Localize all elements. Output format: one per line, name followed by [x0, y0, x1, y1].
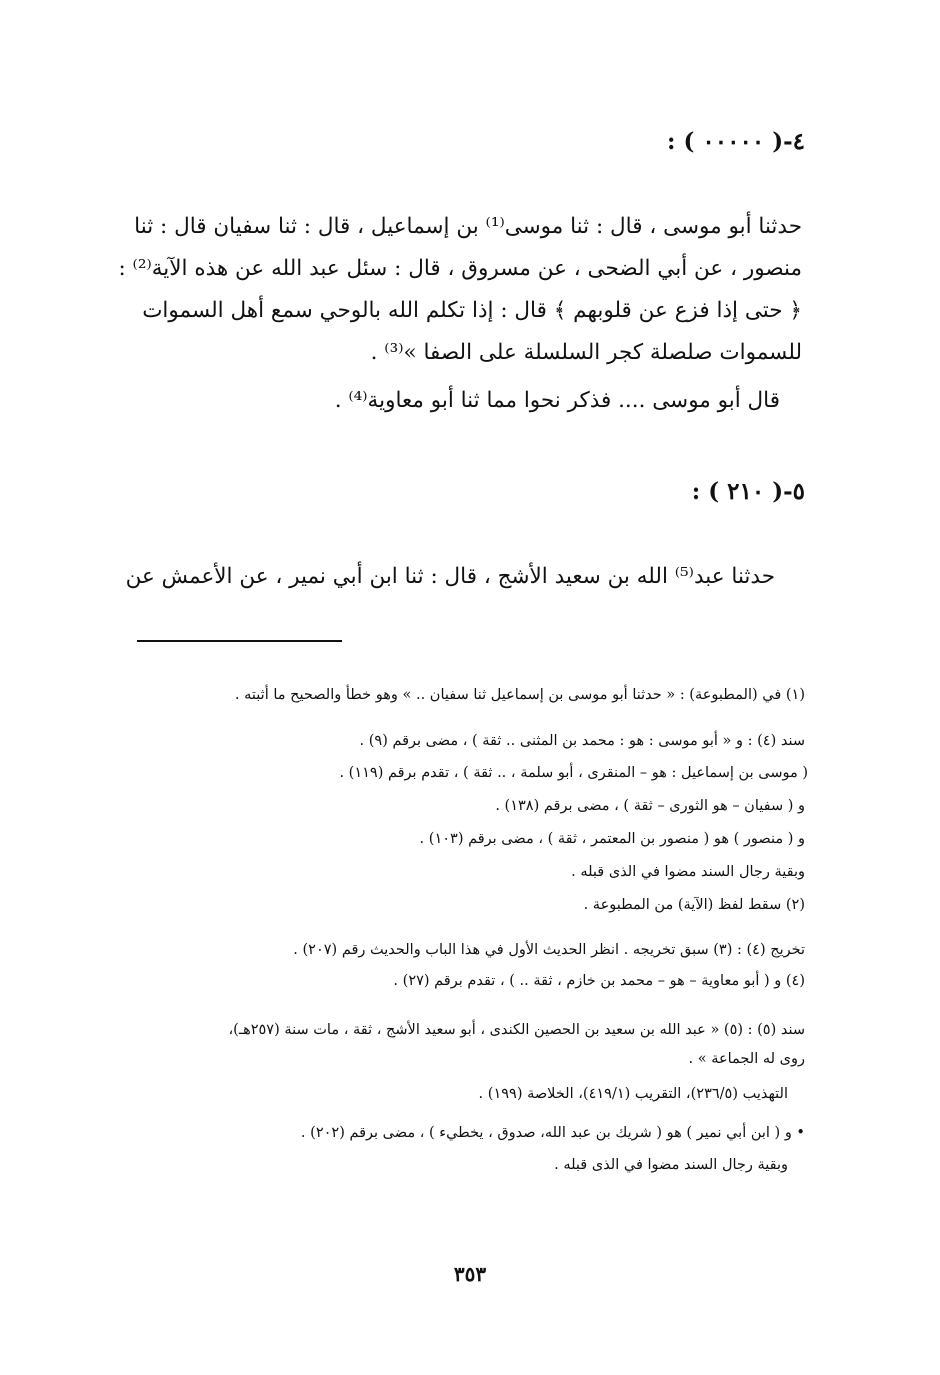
hadith-4-line-3: ﴿ حتى إذا فزع عن قلوبهم ﴾ قال : إذا تكلم الله بالوحي سمع أهل السموات [142, 298, 802, 323]
hadith-4-line-4: للسموات صلصلة كجر السلسلة على الصفا »⁽³⁾ . [370, 340, 802, 365]
footnote-line: روى له الجماعة » . [688, 1051, 805, 1067]
footnote-line: و ( سفيان – هو الثورى – ثقة ) ، مضى برقم (١٣٨) . [495, 798, 805, 814]
footnote-line: • و ( ابن أبي نمير ) هو ( شريك بن عبد الله، صدوق ، يخطيء ) ، مضى برقم (٢٠٢) . [300, 1125, 805, 1141]
hadith-5-heading: ٥-( ٢١٠ ) : [691, 478, 805, 505]
footnote-line: وبقية رجال السند مضوا في الذى قبله . [554, 1157, 788, 1173]
footnote-line: سند (٥) : (٥) « عبد الله بن سعيد بن الحصين الكندى ، أبو سعيد الأشج ، ثقة ، مات سنة (٢٥٧هـ)، [228, 1022, 805, 1038]
footnote-line: و ( منصور ) هو ( منصور بن المعتمر ، ثقة ) ، مضى برقم (١٠٣) . [419, 831, 805, 847]
footnote-line: سند (٤) : و « أبو موسى : هو : محمد بن المثنى .. ثقة ) ، مضى برقم (٩) . [359, 733, 805, 749]
hadith-4-line-2: منصور ، عن أبي الضحى ، عن مسروق ، قال : سئل عبد الله عن هذه الآية⁽²⁾ : [118, 256, 802, 281]
footnote-line: تخريج (٤) : (٣) سبق تخريجه . انظر الحديث الأول في هذا الباب والحديث رقم (٢٠٧) . [293, 942, 805, 958]
hadith-4-line-1: حدثنا أبو موسى ، قال : ثنا موسى⁽¹⁾ بن إسماعيل ، قال : ثنا سفيان قال : ثنا [134, 214, 802, 239]
footnote-line: وبقية رجال السند مضوا في الذى قبله . [571, 864, 805, 880]
footnote-line: التهذيب (٢٣٦/٥)، التقريب (٤١٩/١)، الخلاصة (١٩٩) . [478, 1086, 788, 1102]
footnote-line: (٢) سقط لفظ (الآية) من المطبوعة . [583, 897, 805, 913]
page-number: ٣٥٣ [453, 1262, 487, 1286]
hadith-4-heading: ٤-( ٠٠٠٠٠ ) : [667, 128, 805, 155]
hadith-5-text [103, 556, 775, 598]
footnote-separator [137, 640, 342, 642]
hadith-4-tail [108, 380, 780, 422]
footnote-line: ( موسى بن إسماعيل : هو – المنقرى ، أبو سلمة ، .. ثقة ) ، تقدم برقم (١١٩) . [339, 765, 808, 781]
hadith-5-line-1: حدثنا عبد⁽⁵⁾ الله بن سعيد الأشج ، قال : ثنا ابن أبي نمير ، عن الأعمش عن [125, 564, 775, 589]
hadith-4-tail-line: قال أبو موسى .... فذكر نحوا مما ثنا أبو معاوية⁽⁴⁾ . [334, 388, 780, 413]
footnote-line: (١) في (المطبوعة) : « حدثنا أبو موسى بن إسماعيل ثنا سفيان .. » وهو خطأ والصحيح ما أثبته . [234, 687, 805, 703]
hadith-4-text [118, 206, 802, 374]
footnote-line: (٤) و ( أبو معاوية – هو – محمد بن خازم ، ثقة .. ) ، تقدم برقم (٢٧) . [393, 973, 805, 989]
